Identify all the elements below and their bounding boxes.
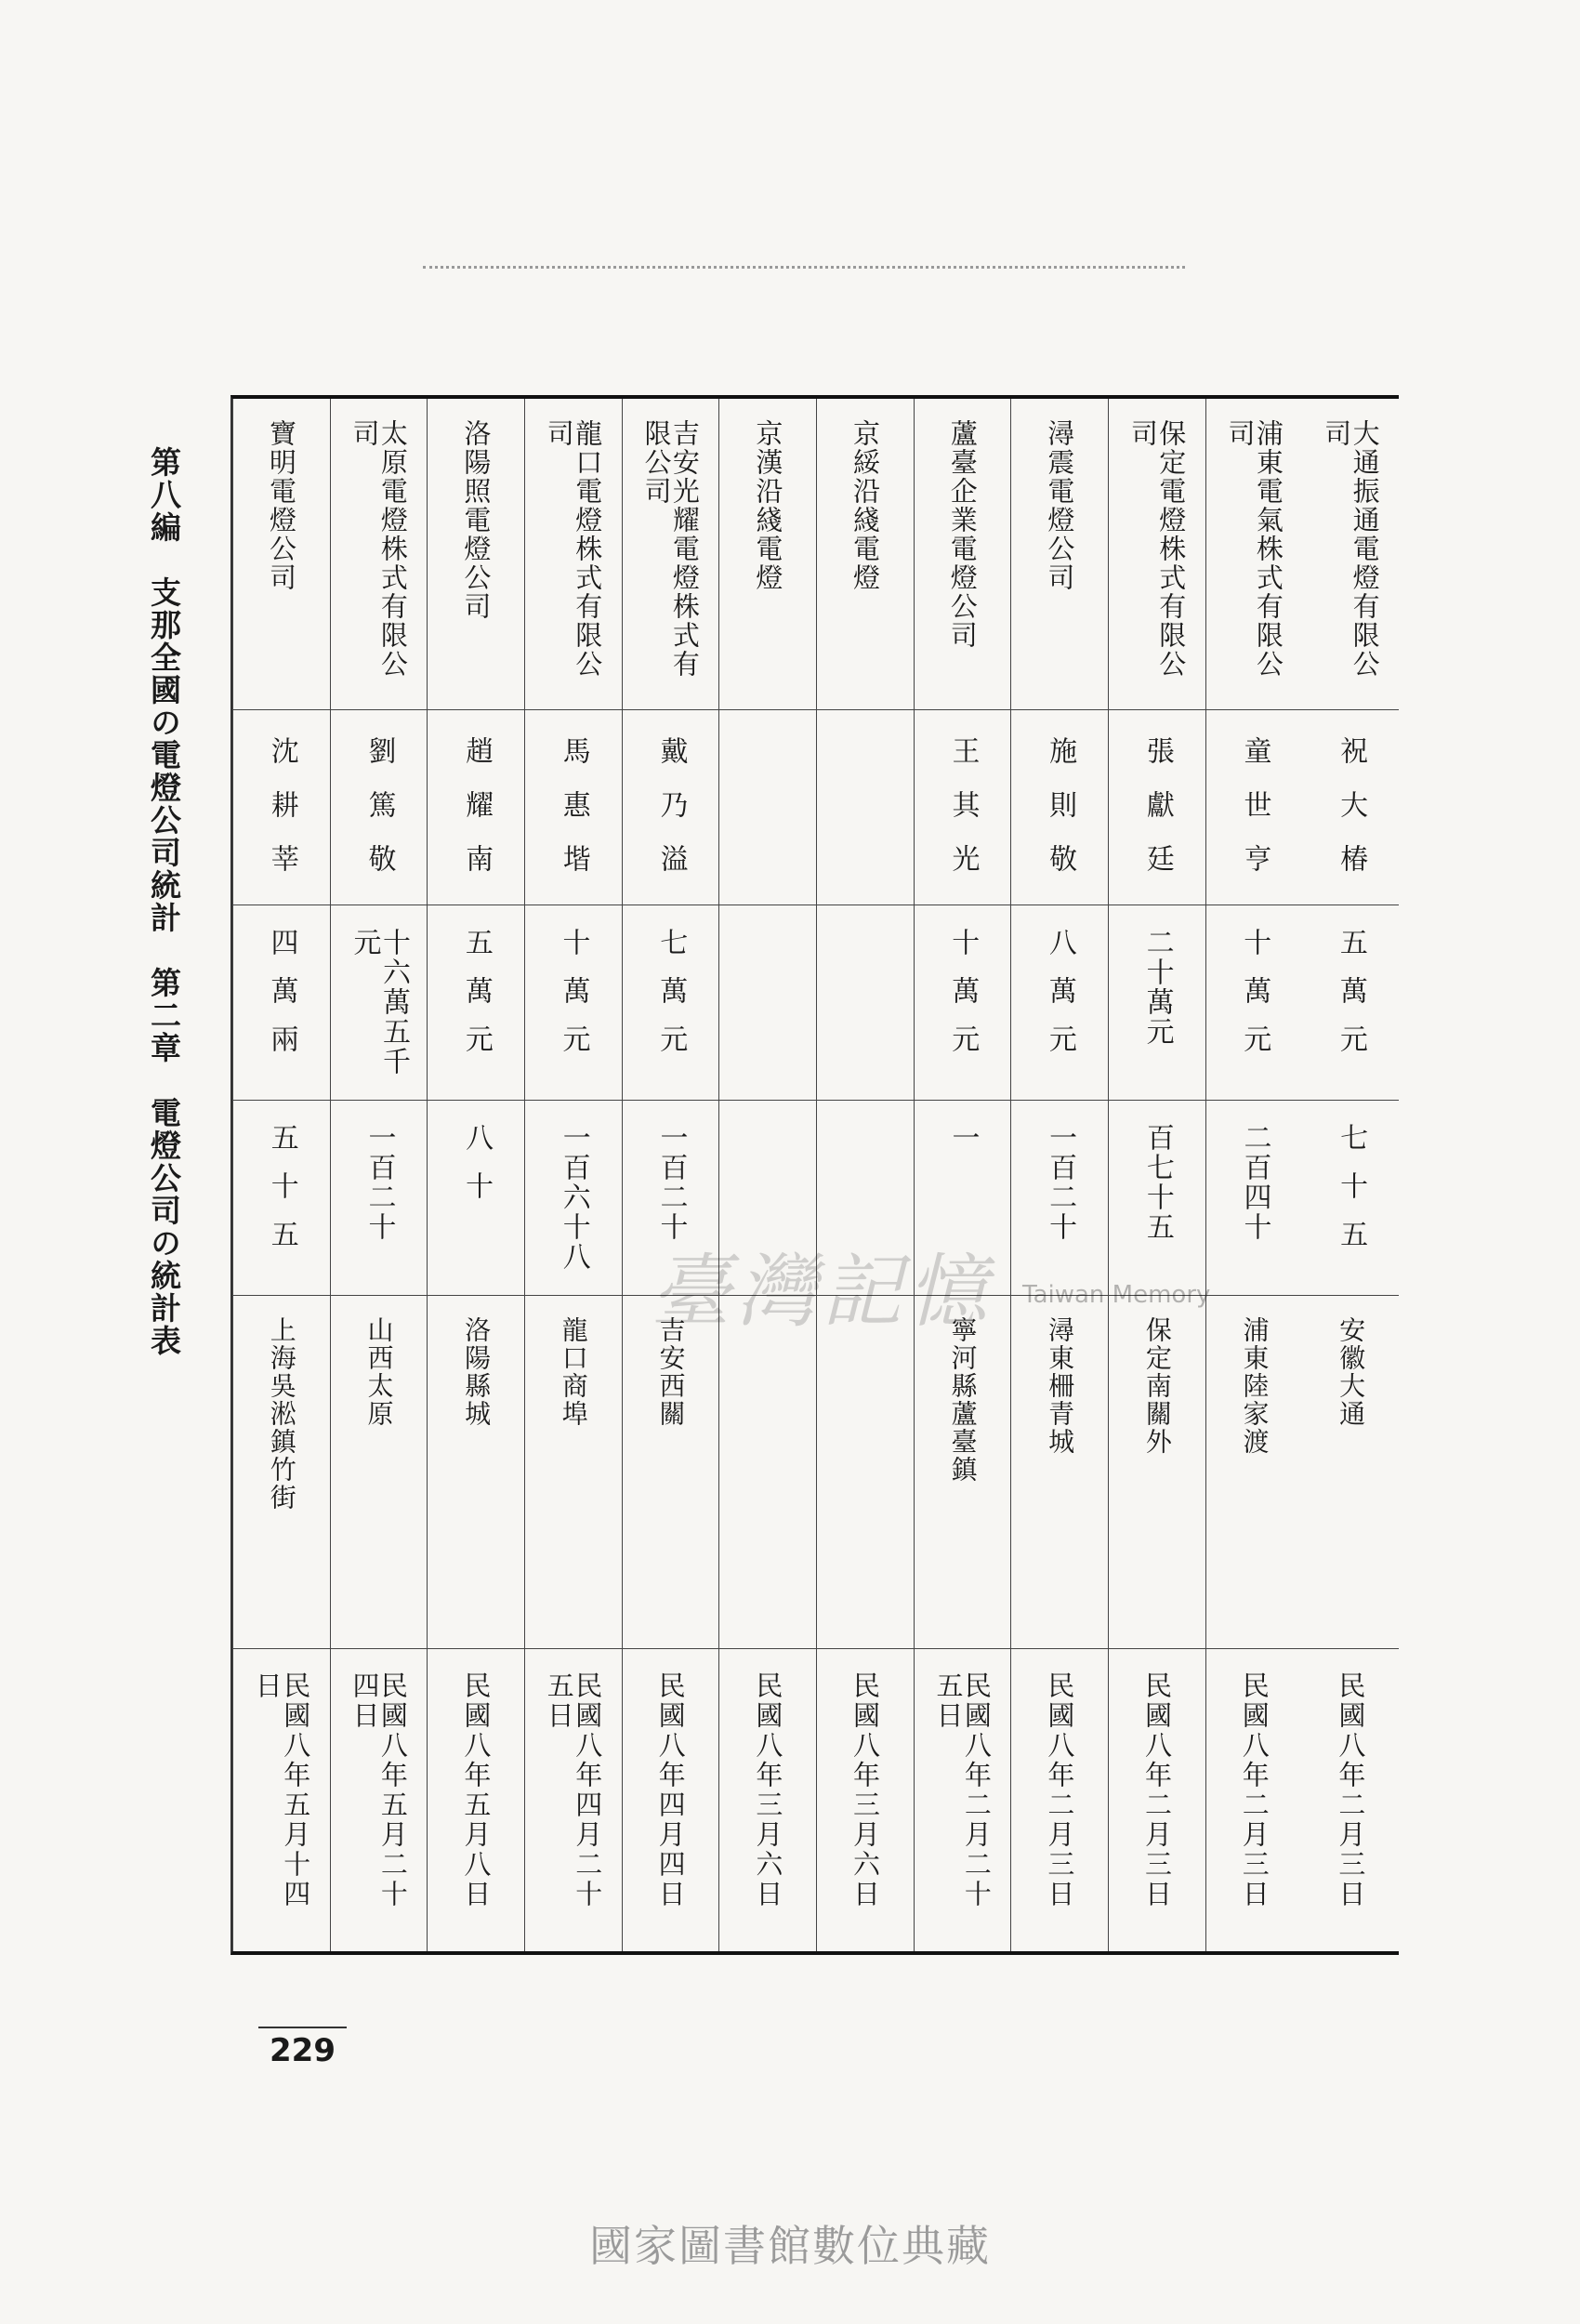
date-cell: 民國八年四月二十五日 (543, 1671, 604, 1909)
table-column (330, 399, 428, 1951)
name-cell: 保定電燈株式有限公司 (1109, 399, 1205, 710)
location-cell: 山西太原 (331, 1296, 428, 1649)
location-cell: 浦東陸家渡 (1206, 1296, 1303, 1649)
page-number-rule (258, 2027, 347, 2028)
volt-cell: 百七十五 (1109, 1101, 1205, 1296)
location-cell: 保定南關外 (1109, 1296, 1205, 1649)
location-cell: 安徽大通 (1302, 1296, 1399, 1649)
volt-cell: 二百四十 (1206, 1101, 1303, 1296)
name-cell: 龍口電燈株式有限公司 (525, 399, 622, 710)
date-cell: 民國八年二月三日 (1141, 1671, 1174, 1909)
table-column (816, 399, 914, 1951)
table-column (1205, 399, 1303, 1951)
date-cell: 民國八年二月三日 (1044, 1671, 1076, 1909)
table-column (232, 399, 330, 1951)
name-cell: 京綏沿綫電燈 (817, 399, 914, 710)
top-rule (423, 266, 1185, 269)
date-cell: 民國八年三月六日 (752, 1671, 784, 1909)
person-cell (719, 710, 816, 905)
page-number: 229 (270, 2032, 336, 2069)
capital-cell: 七萬元 (623, 905, 719, 1101)
table-column (718, 399, 816, 1951)
table-column (914, 399, 1011, 1951)
date-cell: 民國八年二月三日 (1238, 1671, 1271, 1909)
name-cell: 寶明電燈公司 (233, 399, 330, 710)
capital-cell: 五萬元 (428, 905, 524, 1101)
table-column (427, 399, 524, 1951)
capital-cell: 四萬兩 (233, 905, 330, 1101)
location-cell: 上海吳淞鎮竹街 (233, 1296, 330, 1649)
volt-cell: 一百二十 (623, 1101, 719, 1296)
person-cell: 趙耀南 (428, 710, 524, 905)
volt-cell: 一百二十 (331, 1101, 428, 1296)
capital-cell: 十六萬五千元 (331, 905, 428, 1101)
date-cell: 民國八年二月二十五日 (932, 1671, 993, 1909)
location-cell: 洛陽縣城 (428, 1296, 524, 1649)
location-cell: 寧河縣蘆臺鎮 (915, 1296, 1011, 1649)
table-column (1108, 399, 1205, 1951)
name-cell: 太原電燈株式有限公司 (331, 399, 428, 710)
name-cell: 潯震電燈公司 (1011, 399, 1108, 710)
name-cell: 蘆臺企業電燈公司 (915, 399, 1011, 710)
capital-cell: 五萬元 (1302, 905, 1399, 1101)
location-cell (719, 1296, 816, 1649)
location-cell: 龍口商埠 (525, 1296, 622, 1649)
capital-cell: 二十萬元 (1109, 905, 1205, 1101)
capital-cell (719, 905, 816, 1101)
date-cell: 民國八年五月八日 (460, 1671, 493, 1909)
volt-cell: 八十 (428, 1101, 524, 1296)
name-cell: 吉安光耀電燈株式有限公司 (623, 399, 719, 710)
location-cell: 潯東柵青城 (1011, 1296, 1108, 1649)
volt-cell: 一百六十八 (525, 1101, 622, 1296)
table-column (524, 399, 622, 1951)
location-cell: 吉安西關 (623, 1296, 719, 1649)
person-cell (817, 710, 914, 905)
volt-cell: 一百二十 (1011, 1101, 1108, 1296)
date-cell: 民國八年四月四日 (654, 1671, 687, 1909)
volt-cell: 一 (915, 1101, 1011, 1296)
running-head: 第八編 支那全國の電燈公司統計 第二章 電燈公司の統計表 (146, 446, 182, 1357)
name-cell: 浦東電氣株式有限公司 (1206, 399, 1303, 710)
person-cell: 馬惠堦 (525, 710, 622, 905)
person-cell: 王其光 (915, 710, 1011, 905)
person-cell: 祝大椿 (1302, 710, 1399, 905)
person-cell: 施則敬 (1011, 710, 1108, 905)
date-cell: 民國八年五月十四日 (251, 1671, 312, 1909)
table-column (1302, 399, 1399, 1951)
date-cell: 民國八年五月二十四日 (349, 1671, 409, 1909)
person-cell: 張獻廷 (1109, 710, 1205, 905)
name-cell: 大通振通電燈有限公司 (1302, 399, 1399, 710)
volt-cell: 五十五 (233, 1101, 330, 1296)
person-cell: 戴乃溢 (623, 710, 719, 905)
date-cell: 民國八年二月三日 (1335, 1671, 1367, 1909)
location-cell (817, 1296, 914, 1649)
person-cell: 劉篤敬 (331, 710, 428, 905)
company-table (230, 395, 1399, 1955)
capital-cell: 十萬元 (1206, 905, 1303, 1101)
date-cell: 民國八年三月六日 (849, 1671, 882, 1909)
name-cell: 洛陽照電燈公司 (428, 399, 524, 710)
archive-footer: 國家圖書館數位典藏 (589, 2221, 991, 2271)
capital-cell: 八萬元 (1011, 905, 1108, 1101)
capital-cell (817, 905, 914, 1101)
capital-cell: 十萬元 (525, 905, 622, 1101)
person-cell: 童世亨 (1206, 710, 1303, 905)
watermark-logo: 臺灣記憶 (651, 1246, 993, 1339)
table-column (1010, 399, 1108, 1951)
watermark-text: Taiwan Memory (1022, 1281, 1211, 1309)
table-column (622, 399, 719, 1951)
volt-cell: 七十五 (1302, 1101, 1399, 1296)
name-cell: 京漢沿綫電燈 (719, 399, 816, 710)
person-cell: 沈耕莘 (233, 710, 330, 905)
capital-cell: 十萬元 (915, 905, 1011, 1101)
